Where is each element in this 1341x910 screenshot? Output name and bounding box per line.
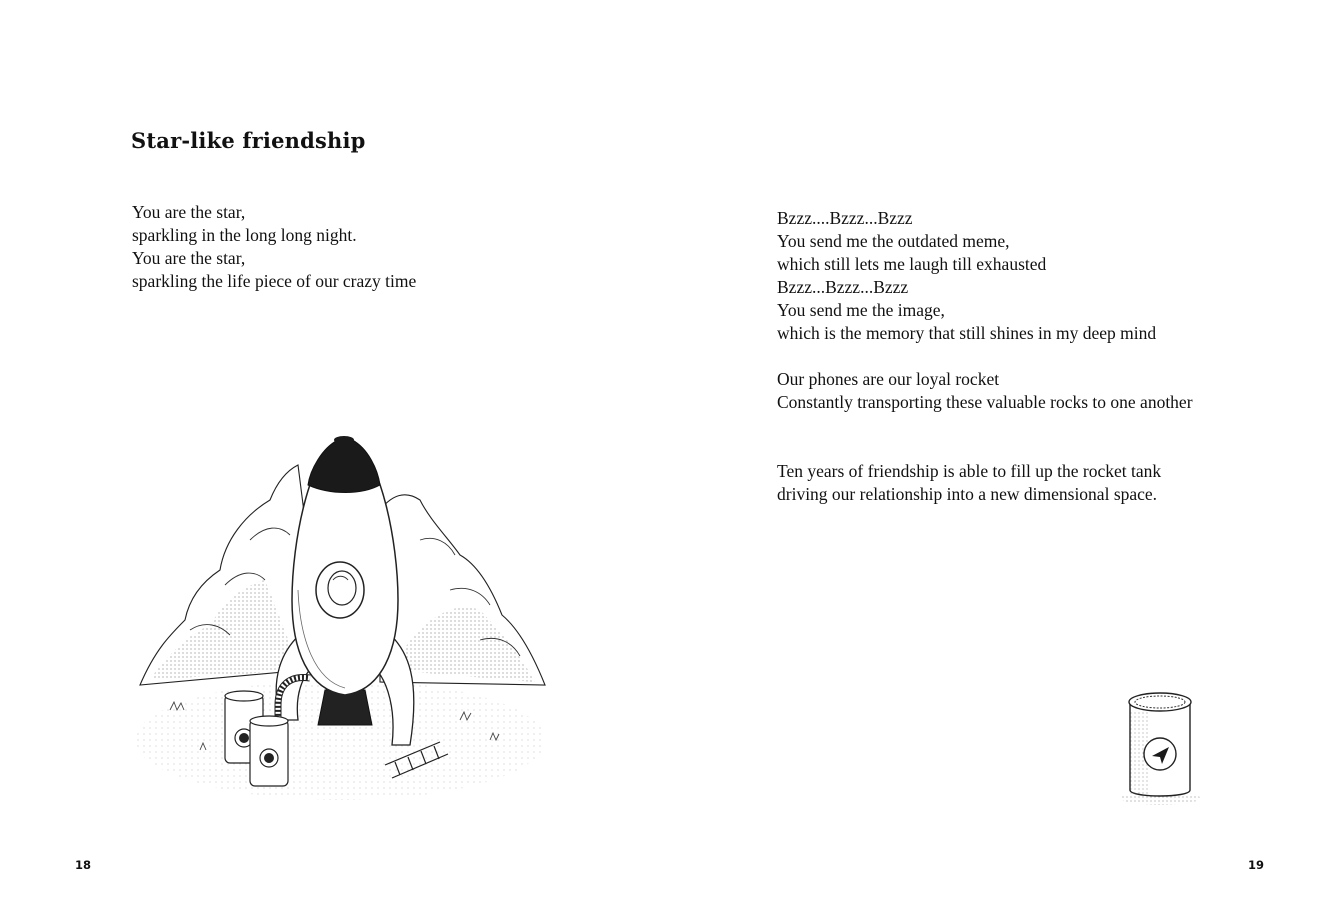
left-page bbox=[0, 0, 670, 910]
poem-title: Star-like friendship bbox=[131, 128, 366, 153]
poem-line: Bzzz...Bzzz...Bzzz bbox=[777, 277, 909, 297]
poem-line: You send me the image, bbox=[777, 300, 945, 320]
poem-line: You are the star, bbox=[132, 202, 246, 222]
poem-line: which still lets me laugh till exhausted bbox=[777, 254, 1047, 274]
rocket-illustration bbox=[130, 420, 560, 820]
right-page bbox=[670, 0, 1341, 910]
poem-line: which is the memory that still shines in my deep mind bbox=[777, 323, 1157, 343]
poem-stanza bbox=[777, 207, 1156, 345]
page-number: 19 bbox=[1248, 858, 1265, 872]
poem-line: Constantly transporting these valuable rocks to one another bbox=[777, 392, 1193, 412]
poem-line: sparkling in the long long night. bbox=[132, 225, 357, 245]
poem-line: Our phones are our loyal rocket bbox=[777, 369, 1000, 389]
page-number: 18 bbox=[75, 858, 92, 872]
poem-line: You are the star, bbox=[132, 248, 246, 268]
poem-stanza bbox=[777, 368, 1197, 414]
poem-stanza bbox=[132, 201, 416, 293]
poem-line: Bzzz....Bzzz...Bzzz bbox=[777, 208, 913, 228]
poem-stanza bbox=[777, 460, 1161, 506]
can-illustration bbox=[1110, 680, 1210, 810]
poem-line: driving our relationship into a new dimensional space. bbox=[777, 484, 1158, 504]
poem-line: Ten years of friendship is able to fill up the rocket tank bbox=[777, 461, 1162, 481]
poem-line: sparkling the life piece of our crazy time bbox=[132, 271, 417, 291]
poem-line: You send me the outdated meme, bbox=[777, 231, 1010, 251]
